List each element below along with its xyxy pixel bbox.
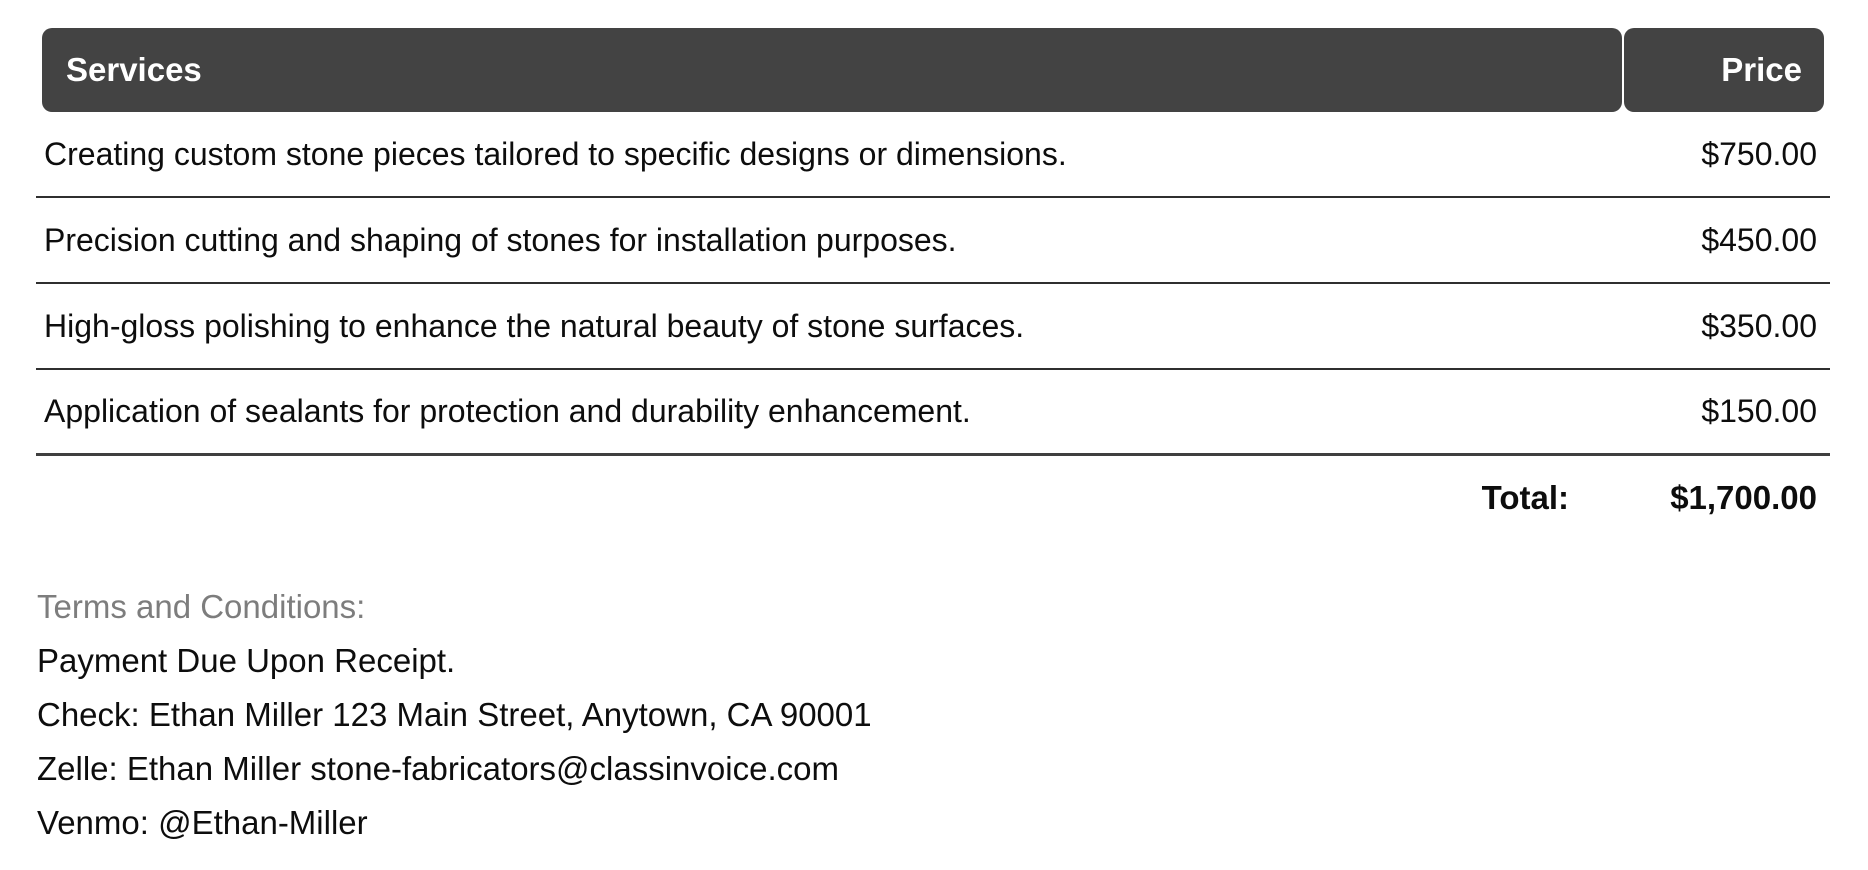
terms-line-check: Check: Ethan Miller 123 Main Street, Anytown, CA 90001	[37, 696, 872, 733]
terms-line-zelle: Zelle: Ethan Miller stone-fabricators@classinvoice.com	[37, 750, 839, 787]
table-row	[36, 112, 1830, 198]
table-row	[36, 198, 1830, 284]
table-row	[36, 370, 1830, 456]
service-price-cell: $150.00	[1701, 393, 1817, 429]
table-header-row	[36, 28, 1830, 112]
service-price-cell: $750.00	[1701, 135, 1817, 172]
terms-and-conditions-section	[37, 580, 872, 850]
services-table	[36, 28, 1830, 540]
total-value: $1,700.00	[1670, 479, 1817, 516]
service-description-cell: Precision cutting and shaping of stones for installation purposes.	[44, 221, 957, 258]
service-price-cell: $450.00	[1701, 221, 1817, 258]
price-column-header: Price	[1624, 28, 1824, 112]
total-label: Total:	[1481, 479, 1569, 516]
service-description-cell: Creating custom stone pieces tailored to specific designs or dimensions.	[44, 135, 1067, 172]
service-price-cell: $350.00	[1701, 307, 1817, 344]
total-row	[36, 456, 1830, 540]
service-description-cell: High-gloss polishing to enhance the natural beauty of stone surfaces.	[44, 307, 1025, 344]
terms-line-payment: Payment Due Upon Receipt.	[37, 642, 456, 679]
services-column-header: Services	[42, 28, 1622, 112]
terms-line-venmo: Venmo: @Ethan-Miller	[37, 804, 368, 841]
terms-heading: Terms and Conditions:	[37, 588, 366, 625]
service-description-cell: Application of sealants for protection and durability enhancement.	[44, 393, 971, 429]
table-row	[36, 284, 1830, 370]
